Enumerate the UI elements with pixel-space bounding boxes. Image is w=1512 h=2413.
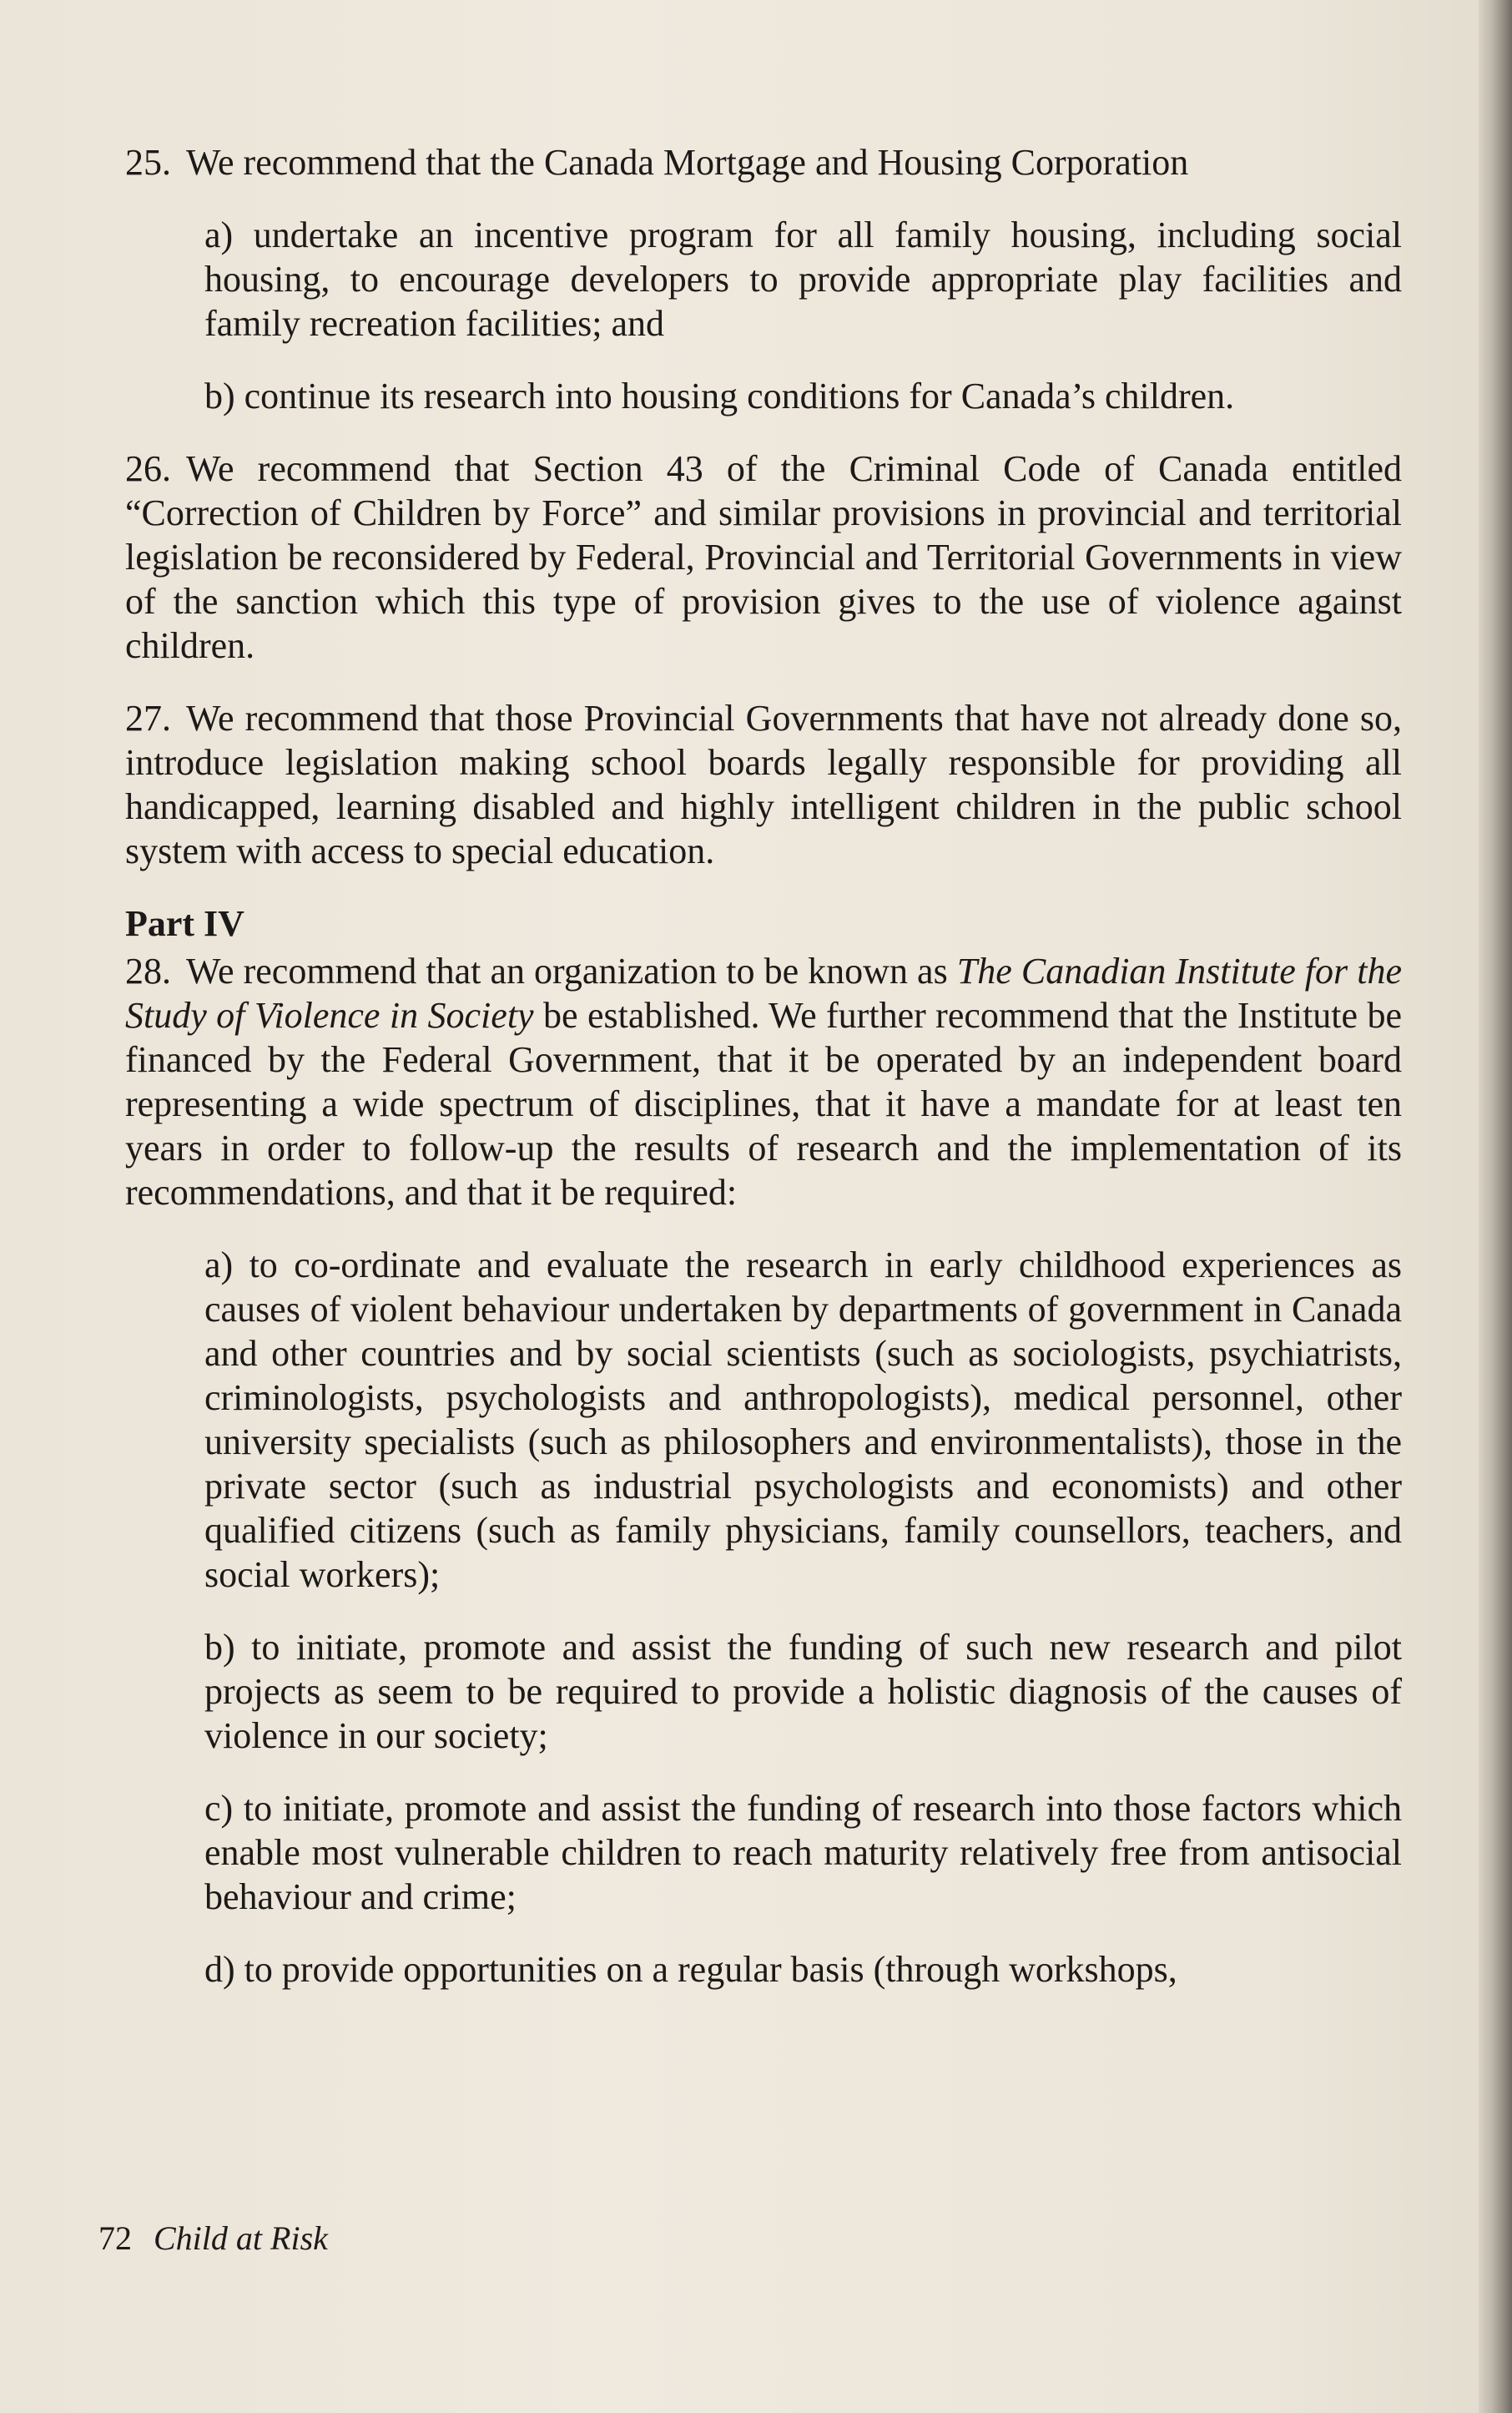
part-heading: Part IV <box>125 903 244 944</box>
recommendation-text-after: be established. We further recommend that the Institute be financed by the Federal Government, that it be operated by an independent board representing a wide spectrum of disciplines, that it have a mandate for at least ten years in order to follow-up the results of research and the implementation of its recommendations, and that it be required: <box>125 995 1402 1213</box>
recommendation-25-item-b: b) continue its research into housing conditions for Canada’s children. <box>204 376 1235 416</box>
recommendation-25-item-a: a) undertake an incentive program for all family housing, including social housing, to encourage developers to provide appropriate play facilities and family recreation facilities; and <box>204 215 1402 344</box>
recommendation-25 <box>125 140 1402 184</box>
book-spine-shadow <box>1479 0 1512 2413</box>
recommendation-text: We recommend that those Provincial Governments that have not already done so, introduce legislation making school boards legally responsible for providing all handicapped, learning disabled and highly intelligent children in the public school system with access to special education. <box>125 698 1402 871</box>
recommendation-text-before: We recommend that an organization to be known as <box>186 951 957 992</box>
recommendation-28 <box>125 949 1402 1214</box>
recommendation-28-item-a: a) to co-ordinate and evaluate the research in early childhood experiences as causes of violent behaviour undertaken by departments of government in Canada and other countries and by social scientists (such as sociologists, psychiatrists, criminologists, psychologists and anthropologists), medical personnel, other university specialists (such as philosophers and environmentalists), those in the private sector (such as industrial psychologists and economists) and other qualified citizens (such as family physicians, family counsellors, teachers, and social workers); <box>204 1244 1402 1595</box>
recommendation-text: We recommend that Section 43 of the Criminal Code of Canada entitled “Correction of Children by Force” and similar provisions in provincial and territorial legislation be reconsidered by Federal, Provincial and Territorial Governments in view of the sanction which this type of provision gives to the use of violence against children. <box>125 448 1402 666</box>
institute-name: The Canadian Institute for the Study of Violence in Society <box>125 951 1402 1036</box>
page-number: 72 <box>98 2219 132 2257</box>
recommendation-number: 27. <box>125 698 171 739</box>
recommendation-28-item-d: d) to provide opportunities on a regular basis (through workshops, <box>204 1949 1177 1990</box>
recommendation-27 <box>125 696 1402 873</box>
recommendation-28-item-c: c) to initiate, promote and assist the funding of research into those factors which enable most vulnerable children to reach maturity relatively free from antisocial behaviour and crime; <box>204 1788 1402 1917</box>
page-footer <box>98 2219 328 2258</box>
recommendation-number: 28. <box>125 951 171 992</box>
recommendation-number: 26. <box>125 448 171 489</box>
recommendation-26 <box>125 447 1402 668</box>
page-body <box>125 140 1402 2020</box>
recommendation-number: 25. <box>125 142 171 183</box>
book-title: Child at Risk <box>154 2219 328 2257</box>
recommendation-text: We recommend that the Canada Mortgage and Housing Corporation <box>186 142 1189 183</box>
recommendation-28-item-b: b) to initiate, promote and assist the funding of such new research and pilot projects as seem to be required to provide a holistic diagnosis of the causes of violence in our society; <box>204 1627 1402 1756</box>
